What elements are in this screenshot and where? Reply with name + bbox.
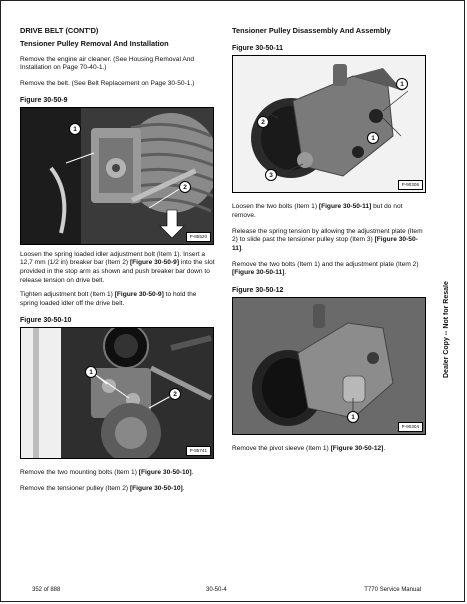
figure-title: Figure 30-50-12 (232, 287, 284, 295)
callout-1: 1 (367, 132, 379, 144)
paragraph: Loosen the two bolts (Item 1) [Figure 30-50-11] but do not remove. (232, 203, 403, 219)
callout-2: 2 (257, 116, 269, 128)
dealer-copy-watermark: Dealer Copy -- Not for Resale (443, 281, 450, 379)
figure-title: Figure 30-50-11 (232, 45, 283, 53)
footer-page-number: 30-50-4 (206, 587, 227, 593)
engine-photo-illustration (21, 108, 214, 245)
callout-2: 2 (169, 388, 181, 400)
callout-2: 2 (179, 181, 191, 193)
right-column (232, 26, 426, 454)
pivot-sleeve-illustration (233, 298, 426, 435)
figure-title: Figure 30-50-9 (20, 96, 68, 104)
photo-code: P-90304 (398, 422, 423, 432)
paragraph: Tighten adjustment bolt (Item 1) [Figure 30-50-9] to hold the spring loaded idler off the drive belt. (20, 291, 197, 308)
callout-1: 1 (85, 366, 97, 378)
subsection-title: Tensioner Pulley Disassembly And Assembly (232, 26, 391, 35)
figure-photo-pivot-sleeve (232, 297, 426, 435)
paragraph: Remove the two bolts (Item 1) and the adjustment plate (Item 2) [Figure 30-50-11]. (232, 260, 419, 277)
figure-photo-tensioner-assembly (232, 55, 426, 193)
callout-1: 1 (396, 78, 408, 90)
photo-code: P-90306 (398, 180, 423, 190)
paragraph: Remove the engine air cleaner. (See Housing Removal And Installation on Page 70-40-1.) (20, 55, 195, 72)
callout-1: 1 (69, 123, 81, 135)
engine-photo-illustration (21, 328, 214, 459)
left-column (20, 26, 215, 493)
subsection-title: Tensioner Pulley Removal And Installation (20, 39, 169, 49)
figure-title: Figure 30-50-10 (20, 316, 72, 324)
section-title: DRIVE BELT (CONT'D) (20, 26, 99, 35)
photo-code: P-85520 (186, 232, 211, 242)
callout-1: 1 (347, 411, 359, 423)
paragraph: Remove the pivot sleeve (Item 1) [Figure 30-50-12]. (232, 445, 386, 453)
paragraph: Remove the belt. (See Belt Replacement on Page 30-50-1.) (20, 79, 195, 87)
footer-page-count: 352 of 888 (32, 587, 61, 593)
paragraph: Remove the two mounting bolts (Item 1) [Figure 30-50-10]. (20, 468, 194, 476)
figure-photo-belt-tensioner (20, 107, 214, 245)
callout-3: 3 (265, 169, 277, 181)
paragraph: Remove the tensioner pulley (Item 2) [Figure 30-50-10]. (20, 484, 185, 492)
photo-code: P-85741 (186, 446, 211, 456)
paragraph: Release the spring tension by allowing the adjustment plate (Item 2) to slide past the tensioner pulley stop (Item 3) [Figure 30-50-11]. (232, 227, 423, 253)
paragraph: Loosen the spring loaded idler adjustment bolt (Item 1). Insert a 12,7 mm (1/2 in) breaker bar (Item 2) [Figure 30-50-9] into the slot provided in the stop arm as shown and push breaker bar down to release tension on drive belt. (20, 250, 215, 284)
figure-photo-mounting-bolts (20, 327, 214, 459)
footer-manual-title: T770 Service Manual (364, 587, 421, 593)
